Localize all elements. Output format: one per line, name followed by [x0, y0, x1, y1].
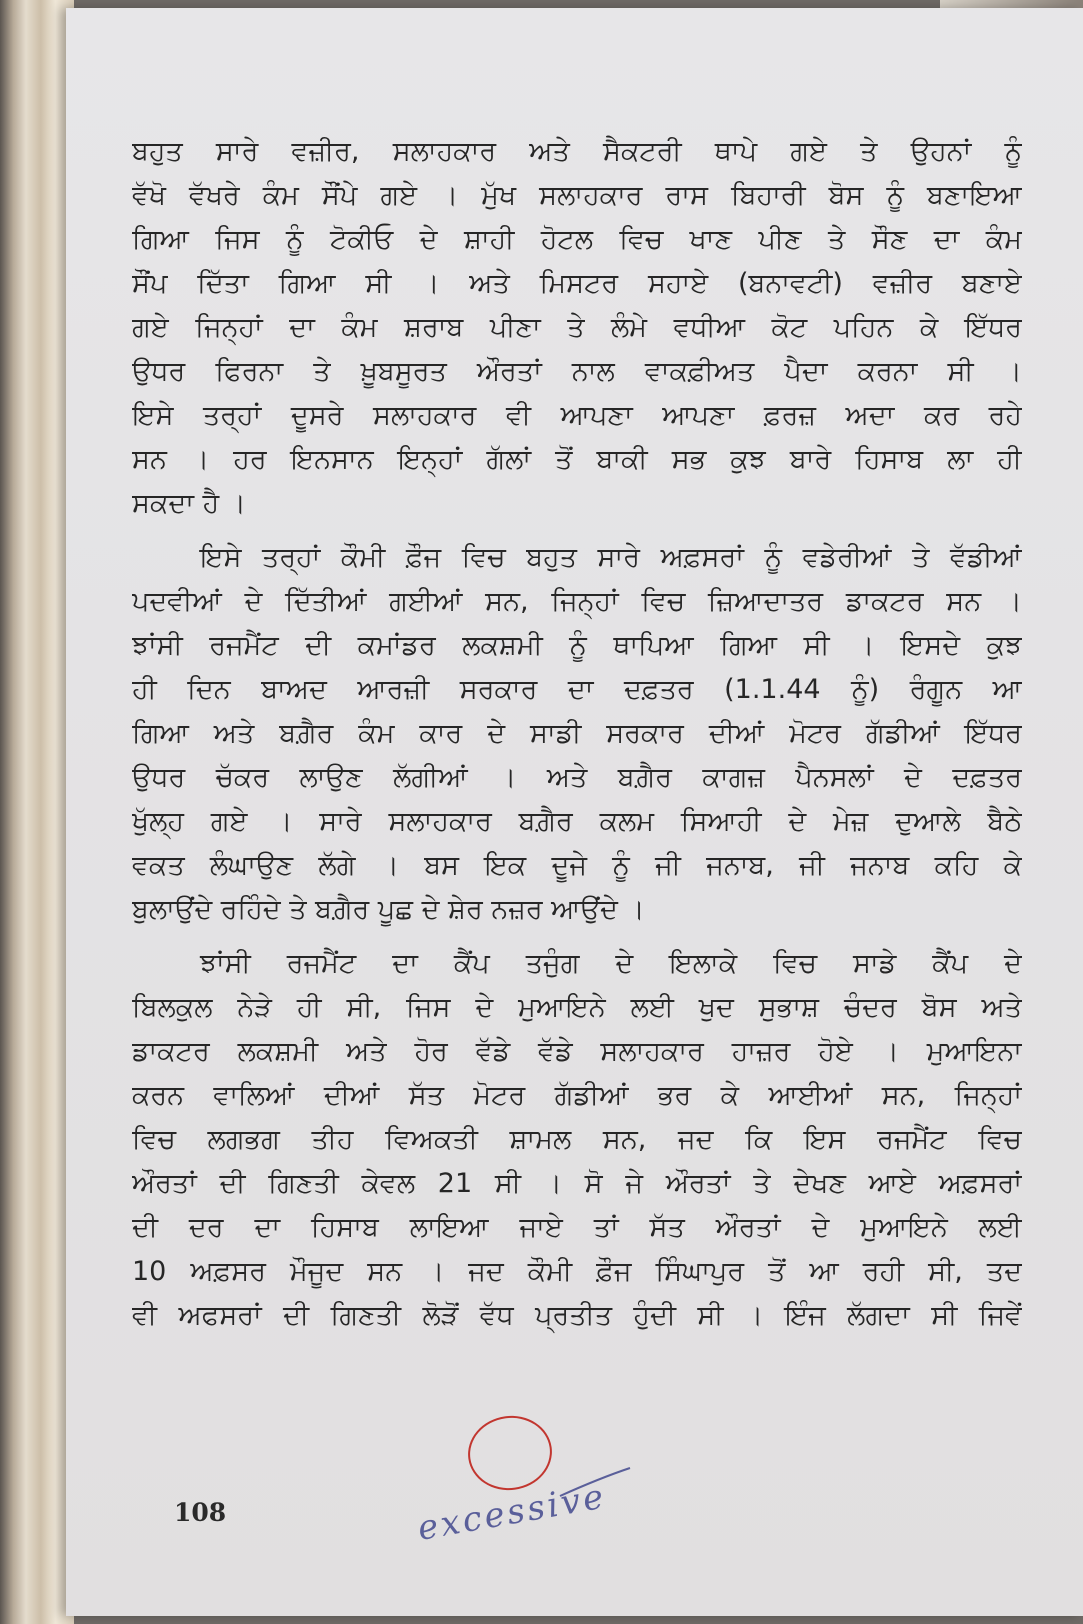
text-line: ਦੀ ਦਰ ਦਾ ਹਿਸਾਬ ਲਾਇਆ ਜਾਏ ਤਾਂ ਸੱਤ ਔਰਤਾਂ ਦੇ ਮੁਆਇਨੇ ਲਈ [132, 1212, 1022, 1243]
text-line: ਹੀ ਦਿਨ ਬਾਅਦ ਆਰਜ਼ੀ ਸਰਕਾਰ ਦਾ ਦਫ਼ਤਰ (1.1.44 ਨੂੰ) ਰੰਗੂਨ ਆ [132, 674, 1022, 705]
text-line: ਉਧਰ ਚੱਕਰ ਲਾਉਣ ਲੱਗੀਆਂ । ਅਤੇ ਬਗ਼ੈਰ ਕਾਗਜ਼ ਪੈਨਸਲਾਂ ਦੇ ਦਫ਼ਤਰ [132, 762, 1022, 793]
text-line: ਗਏ ਜਿਨ੍ਹਾਂ ਦਾ ਕੰਮ ਸ਼ਰਾਬ ਪੀਣਾ ਤੇ ਲੰਮੇ ਵਧੀਆ ਕੋਟ ਪਹਿਨ ਕੇ ਇੱਧਰ [132, 312, 1022, 343]
text-line: ਝਾਂਸੀ ਰਜਮੈਂਟ ਦਾ ਕੈਂਪ ਤਜੁੰਗ ਦੇ ਇਲਾਕੇ ਵਿਚ ਸਾਡੇ ਕੈਂਪ ਦੇ [200, 948, 1022, 979]
text-line: ਵੱਖੋ ਵੱਖਰੇ ਕੰਮ ਸੌਂਪੇ ਗਏ । ਮੁੱਖ ਸਲਾਹਕਾਰ ਰਾਸ ਬਿਹਾਰੀ ਬੋਸ ਨੂੰ ਬਣਾਇਆ [132, 180, 1022, 211]
text-line: ਇਸੇ ਤਰ੍ਹਾਂ ਕੌਮੀ ਫ਼ੌਜ ਵਿਚ ਬਹੁਤ ਸਾਰੇ ਅਫ਼ਸਰਾਂ ਨੂੰ ਵਡੇਰੀਆਂ ਤੇ ਵੱਡੀਆਂ [200, 542, 1022, 573]
paragraph-gap [132, 932, 1022, 942]
text-line: ਬਹੁਤ ਸਾਰੇ ਵਜ਼ੀਰ, ਸਲਾਹਕਾਰ ਅਤੇ ਸੈਕਟਰੀ ਥਾਪੇ ਗਏ ਤੇ ਉਹਨਾਂ ਨੂੰ [132, 136, 1022, 167]
text-line: ਪਦਵੀਆਂ ਦੇ ਦਿੱਤੀਆਂ ਗਈਆਂ ਸਨ, ਜਿਨ੍ਹਾਂ ਵਿਚ ਜ਼ਿਆਦਾਤਰ ਡਾਕਟਰ ਸਨ । [132, 586, 1022, 617]
book-spine-edge [0, 0, 74, 1624]
text-line: ਵੀ ਅਫਸਰਾਂ ਦੀ ਗਿਣਤੀ ਲੋੜੋਂ ਵੱਧ ਪ੍ਰਤੀਤ ਹੁੰਦੀ ਸੀ । ਇੰਜ ਲੱਗਦਾ ਸੀ ਜਿਵੇਂ [132, 1300, 1022, 1331]
text-line: ਬੁਲਾਉਂਦੇ ਰਹਿੰਦੇ ਤੇ ਬਗ਼ੈਰ ਪੂਛ ਦੇ ਸ਼ੇਰ ਨਜ਼ਰ ਆਉਂਦੇ । [132, 894, 645, 925]
handwritten-note-text: excessive [414, 1476, 610, 1549]
text-line: ਉਧਰ ਫਿਰਨਾ ਤੇ ਖ਼ੂਬਸੂਰਤ ਔਰਤਾਂ ਨਾਲ ਵਾਕਫ਼ੀਅਤ ਪੈਦਾ ਕਰਨਾ ਸੀ । [132, 356, 1022, 387]
page-number: 108 [174, 1498, 227, 1527]
paragraph-gap [132, 526, 1022, 536]
text-line: ਕਰਨ ਵਾਲਿਆਂ ਦੀਆਂ ਸੱਤ ਮੋਟਰ ਗੱਡੀਆਂ ਭਰ ਕੇ ਆਈਆਂ ਸਨ, ਜਿਨ੍ਹਾਂ [132, 1080, 1022, 1111]
text-line: ਖੁੱਲ੍ਹ ਗਏ । ਸਾਰੇ ਸਲਾਹਕਾਰ ਬਗ਼ੈਰ ਕਲਮ ਸਿਆਹੀ ਦੇ ਮੇਜ਼ ਦੁਆਲੇ ਬੈਠੇ [132, 806, 1022, 837]
text-line: ਡਾਕਟਰ ਲਕਸ਼ਮੀ ਅਤੇ ਹੋਰ ਵੱਡੇ ਵੱਡੇ ਸਲਾਹਕਾਰ ਹਾਜ਼ਰ ਹੋਏ । ਮੁਆਇਨਾ [132, 1036, 1022, 1067]
text-line: ਸਨ । ਹਰ ਇਨਸਾਨ ਇਨ੍ਹਾਂ ਗੱਲਾਂ ਤੋਂ ਬਾਕੀ ਸਭ ਕੁਝ ਬਾਰੇ ਹਿਸਾਬ ਲਾ ਹੀ [132, 444, 1022, 475]
text-line: ਬਿਲਕੁਲ ਨੇੜੇ ਹੀ ਸੀ, ਜਿਸ ਦੇ ਮੁਆਇਨੇ ਲਈ ਖੁਦ ਸੁਭਾਸ਼ ਚੰਦਰ ਬੋਸ ਅਤੇ [132, 992, 1022, 1023]
text-line: ਵਿਚ ਲਗਭਗ ਤੀਹ ਵਿਅਕਤੀ ਸ਼ਾਮਲ ਸਨ, ਜਦ ਕਿ ਇਸ ਰਜਮੈਂਟ ਵਿਚ [132, 1124, 1022, 1155]
text-line: ਔਰਤਾਂ ਦੀ ਗਿਣਤੀ ਕੇਵਲ 21 ਸੀ । ਸੋ ਜੇ ਔਰਤਾਂ ਤੇ ਦੇਖਣ ਆਏ ਅਫ਼ਸਰਾਂ [132, 1168, 1022, 1199]
text-line: ਵਕਤ ਲੰਘਾਉਣ ਲੱਗੇ । ਬਸ ਇਕ ਦੂਜੇ ਨੂੰ ਜੀ ਜਨਾਬ, ਜੀ ਜਨਾਬ ਕਹਿ ਕੇ [132, 850, 1022, 881]
text-line: 10 ਅਫ਼ਸਰ ਮੌਜੂਦ ਸਨ । ਜਦ ਕੌਮੀ ਫ਼ੌਜ ਸਿੰਘਾਪੁਰ ਤੋਂ ਆ ਰਹੀ ਸੀ, ਤਦ [132, 1256, 1022, 1287]
text-line: ਗਿਆ ਜਿਸ ਨੂੰ ਟੋਕੀਓ ਦੇ ਸ਼ਾਹੀ ਹੋਟਲ ਵਿਚ ਖਾਣ ਪੀਣ ਤੇ ਸੌਣ ਦਾ ਕੰਮ [132, 224, 1022, 255]
body-text [132, 130, 1022, 1338]
text-line: ਸਕਦਾ ਹੈ । [132, 488, 246, 519]
text-line: ਗਿਆ ਅਤੇ ਬਗ਼ੈਰ ਕੰਮ ਕਾਰ ਦੇ ਸਾਡੀ ਸਰਕਾਰ ਦੀਆਂ ਮੋਟਰ ਗੱਡੀਆਂ ਇੱਧਰ [132, 718, 1022, 749]
text-line: ਸੌਂਪ ਦਿੱਤਾ ਗਿਆ ਸੀ । ਅਤੇ ਮਿਸਟਰ ਸਹਾਏ (ਬਨਾਵਟੀ) ਵਜ਼ੀਰ ਬਣਾਏ [132, 268, 1022, 299]
text-line: ਇਸੇ ਤਰ੍ਹਾਂ ਦੂਸਰੇ ਸਲਾਹਕਾਰ ਵੀ ਆਪਣਾ ਆਪਣਾ ਫ਼ਰਜ਼ ਅਦਾ ਕਰ ਰਹੇ [132, 400, 1022, 431]
text-line: ਝਾਂਸੀ ਰਜਮੈਂਟ ਦੀ ਕਮਾਂਡਰ ਲਕਸ਼ਮੀ ਨੂੰ ਥਾਪਿਆ ਗਿਆ ਸੀ । ਇਸਦੇ ਕੁਝ [132, 630, 1022, 661]
